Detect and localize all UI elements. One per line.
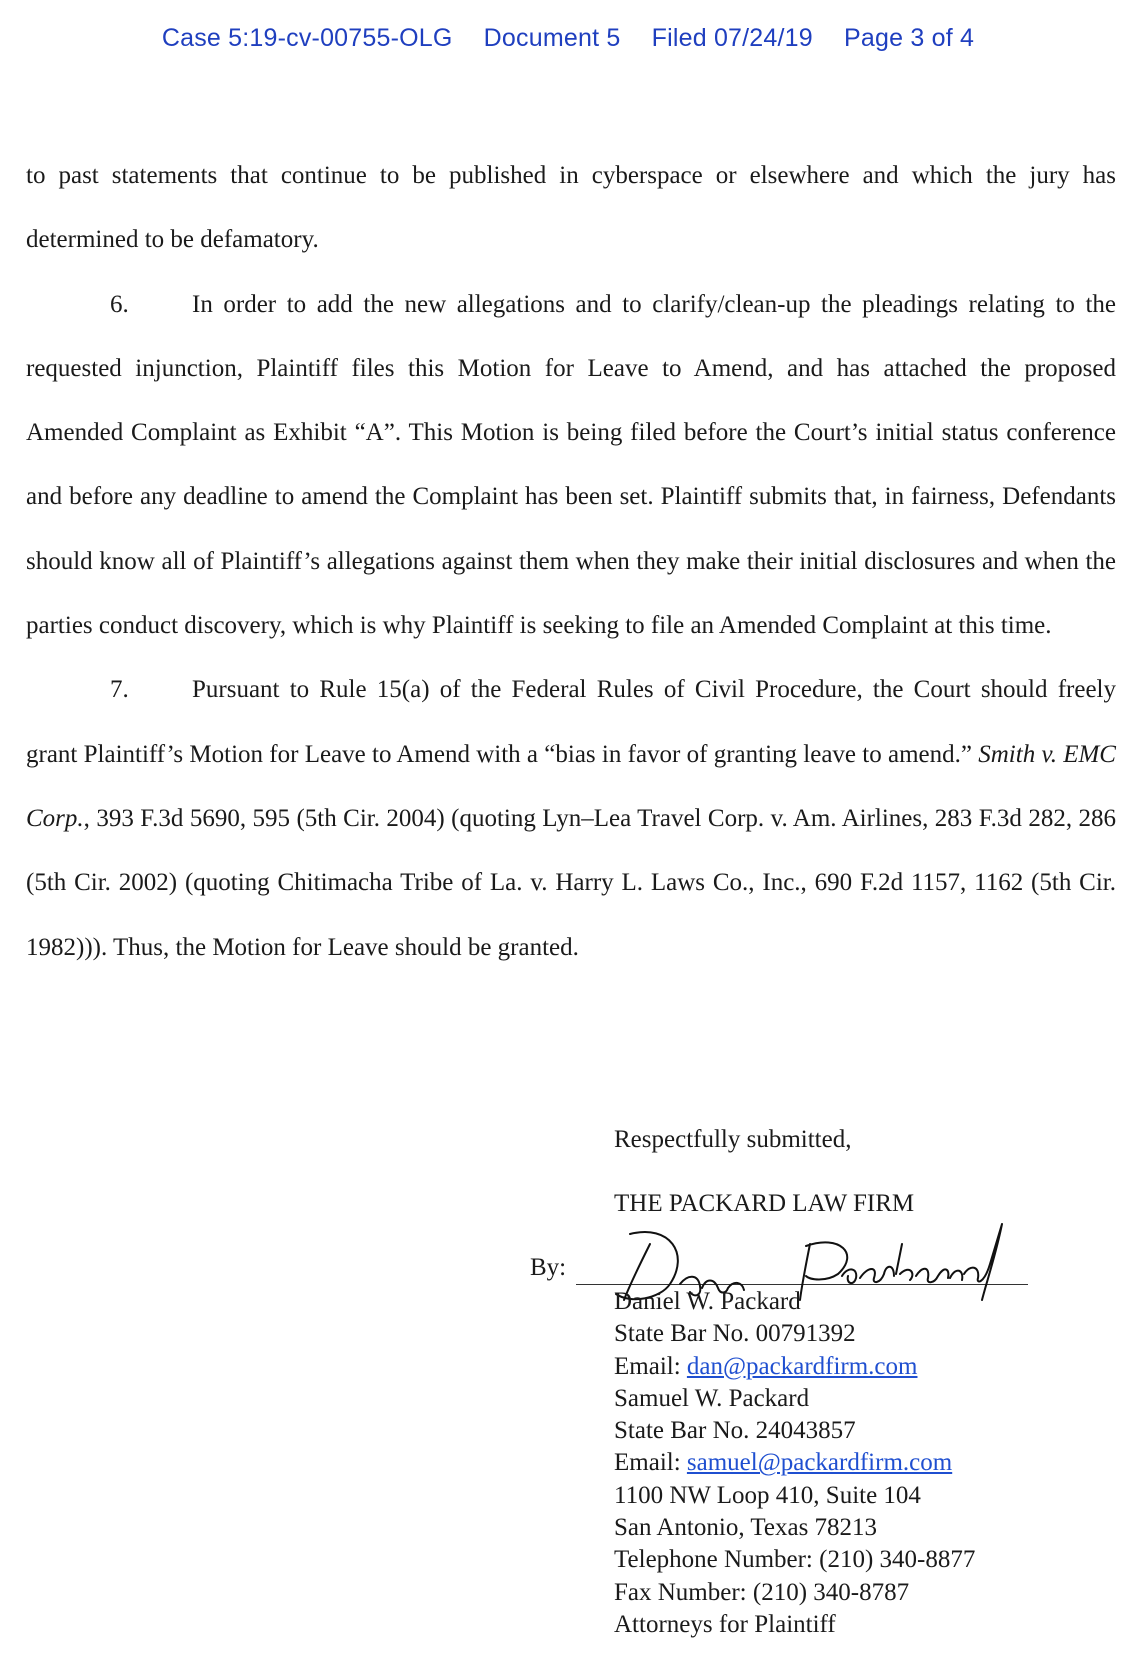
by-label: By: (530, 1254, 567, 1281)
continuation-paragraph: to past statements that continue to be published in cyberspace or elsewhere and which the jury has determined to be defamatory. (26, 162, 1116, 254)
email-label: Email: (614, 1449, 687, 1477)
second-email-link[interactable]: samuel@packardfirm.com (686, 1449, 953, 1477)
contact-block (614, 1286, 975, 1641)
case-header (0, 24, 1136, 53)
signer-email-link[interactable]: dan@packardfirm.com (686, 1352, 918, 1380)
firm-name: THE PACKARD LAW FIRM (614, 1190, 915, 1217)
closing: Respectfully submitted, (614, 1126, 852, 1153)
paragraph-7-case-name: Smith v. EMC Corp. (26, 740, 1116, 832)
address-line-2: San Antonio, Texas 78213 (614, 1514, 878, 1542)
paragraph-7 (26, 658, 1116, 979)
email-label: Email: (614, 1352, 687, 1380)
address-line-1: 1100 NW Loop 410, Suite 104 (614, 1481, 921, 1509)
paragraph-7-number: 7. (110, 676, 129, 704)
paragraph-6-number: 6. (110, 290, 129, 318)
fax: Fax Number: (210) 340-8787 (614, 1578, 910, 1606)
paragraph-6-text: In order to add the new allegations and to clarify/clean-up the pleadings relating to the requested injunction, Plaintiff files this Motion for Leave to Amend, and has attached the proposed Amended Complaint as Exhibit “A”. This Motion is being filed before the Court’s initial status conference and before any deadline to amend the Complaint has been set. Plaintiff submits that, in fairness, Defendants should know all of Plaintiff’s allegations against them when they make their initial disclosures and when the parties conduct discovery, which is why Plaintiff is seeking to file an Amended Complaint at this time. (26, 290, 1116, 640)
telephone: Telephone Number: (210) 340-8877 (614, 1546, 976, 1574)
signer-bar-number: State Bar No. 00791392 (614, 1320, 856, 1348)
second-attorney-name: Samuel W. Packard (614, 1384, 810, 1412)
filed-date: Filed 07/24/19 (651, 24, 813, 52)
signer-name: Daniel W. Packard (614, 1288, 801, 1315)
case-number: Case 5:19-cv-00755-OLG (161, 24, 453, 52)
second-attorney-bar-number: State Bar No. 24043857 (614, 1417, 856, 1445)
second-email-row (614, 1447, 975, 1479)
document-body (26, 144, 1116, 980)
role: Attorneys for Plaintiff (614, 1610, 836, 1638)
paragraph-6 (26, 273, 1116, 659)
paragraph-7-text-a: Pursuant to Rule 15(a) of the Federal Rules of Civil Procedure, the Court should freely grant Plaintiff’s Motion for Leave to Amend with a “bias in favor of granting leave to amend.” (26, 676, 1116, 768)
signer-email-row (614, 1351, 975, 1383)
paragraph-7-text-b: , 393 F.3d 5690, 595 (5th Cir. 2004) (quoting Lyn–Lea Travel Corp. v. Am. Airlines, 283 F.3d 282, 286 (5th Cir. 2002) (quoting Chitimacha Tribe of La. v. Harry L. Laws Co., Inc., 690 F.2d 1157, 1162 (5th Cir. 1982))). Thus, the Motion for Leave should be granted. (26, 804, 1116, 961)
page-indicator: Page 3 of 4 (844, 24, 975, 52)
document-number: Document 5 (483, 24, 621, 52)
